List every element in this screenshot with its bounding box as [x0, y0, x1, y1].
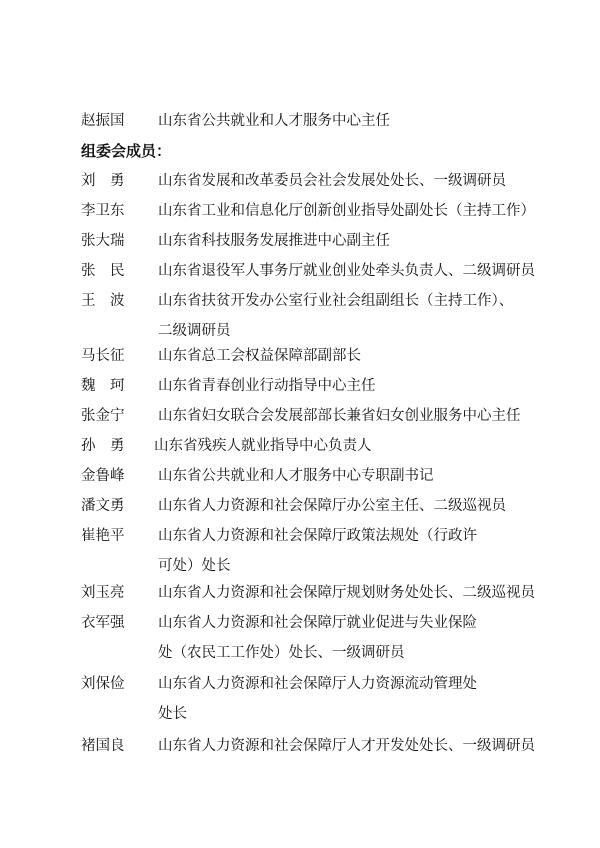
- leader-name: 赵振国: [81, 113, 125, 129]
- member-name: 魏 珂: [81, 378, 125, 394]
- member-title: 山东省人力资源和社会保障厅办公室主任、二级巡视员: [158, 498, 506, 514]
- member-title-line1: 山东省人力资源和社会保障厅政策法规处（行政许: [158, 528, 477, 544]
- member-row: [0, 166, 600, 196]
- member-name: 崔艳平: [81, 528, 125, 544]
- member-title-line2: 二级调研员: [158, 323, 231, 339]
- member-row: [0, 578, 600, 608]
- member-name: 衣军强: [81, 615, 125, 631]
- member-name: 刘 勇: [81, 173, 125, 189]
- member-name: 孙 勇: [81, 438, 125, 454]
- member-title: 山东省发展和改革委员会社会发展处处长、一级调研员: [158, 173, 506, 189]
- member-title: 山东省残疾人就业指导中心负责人: [154, 438, 372, 454]
- member-row: [0, 401, 600, 431]
- member-name: 刘玉亮: [81, 585, 125, 601]
- member-title: [158, 608, 530, 668]
- member-row: [0, 226, 600, 256]
- member-name: 张金宁: [81, 408, 125, 424]
- member-title-line2: 处（农民工工作处）处长、一级调研员: [158, 645, 405, 661]
- member-row: [0, 669, 600, 727]
- member-title-line2: 可处）处长: [158, 558, 231, 574]
- member-row: [0, 371, 600, 401]
- member-name: 李卫东: [81, 203, 125, 219]
- member-title: 山东省妇女联合会发展部部长兼省妇女创业服务中心主任: [158, 408, 521, 424]
- member-row: [0, 521, 600, 579]
- member-title: [158, 521, 530, 581]
- member-row: [0, 256, 600, 286]
- member-title-line1: 山东省扶贫开发办公室行业社会组副组长（主持工作）、: [158, 293, 514, 309]
- member-row: [0, 731, 600, 761]
- member-name: 马长征: [81, 348, 125, 364]
- member-row: [0, 491, 600, 521]
- member-title-line2: 处长: [158, 706, 187, 722]
- member-title: [158, 669, 530, 729]
- member-title: 山东省工业和信息化厅创新创业指导处副处长（主持工作）: [158, 203, 535, 219]
- member-title: 山东省退役军人事务厅就业创业处牵头负责人、二级调研员: [158, 263, 535, 279]
- member-name: 王 波: [81, 293, 125, 309]
- member-title-line1: 山东省人力资源和社会保障厅人力资源流动管理处: [158, 676, 477, 692]
- member-row: [0, 431, 600, 461]
- member-name: 张大瑞: [81, 233, 125, 249]
- member-title: 山东省人力资源和社会保障厅人才开发处处长、一级调研员: [158, 738, 535, 754]
- member-title: [158, 286, 530, 346]
- member-name: 刘保俭: [81, 676, 125, 692]
- member-row: [0, 196, 600, 226]
- leader-title: 山东省公共就业和人才服务中心主任: [158, 113, 390, 129]
- member-title: 山东省人力资源和社会保障厅规划财务处处长、二级巡视员: [158, 585, 535, 601]
- member-title: 山东省青春创业行动指导中心主任: [158, 378, 376, 394]
- member-title-line1: 山东省人力资源和社会保障厅就业促进与失业保险: [158, 615, 477, 631]
- member-name: 张 民: [81, 263, 125, 279]
- section-heading: 组委会成员：: [81, 142, 172, 160]
- member-title: 山东省公共就业和人才服务中心专职副书记: [158, 468, 434, 484]
- member-title: 山东省科技服务发展推进中心副主任: [158, 233, 390, 249]
- member-row: [0, 461, 600, 491]
- member-row: [0, 608, 600, 666]
- member-title: 山东省总工会权益保障部副部长: [158, 348, 361, 364]
- member-row: [0, 286, 600, 344]
- member-name: 金鲁峰: [81, 468, 125, 484]
- member-name: 褚国良: [81, 738, 125, 754]
- member-row: [0, 341, 600, 371]
- leader-row: [0, 106, 600, 136]
- member-name: 潘文勇: [81, 498, 125, 514]
